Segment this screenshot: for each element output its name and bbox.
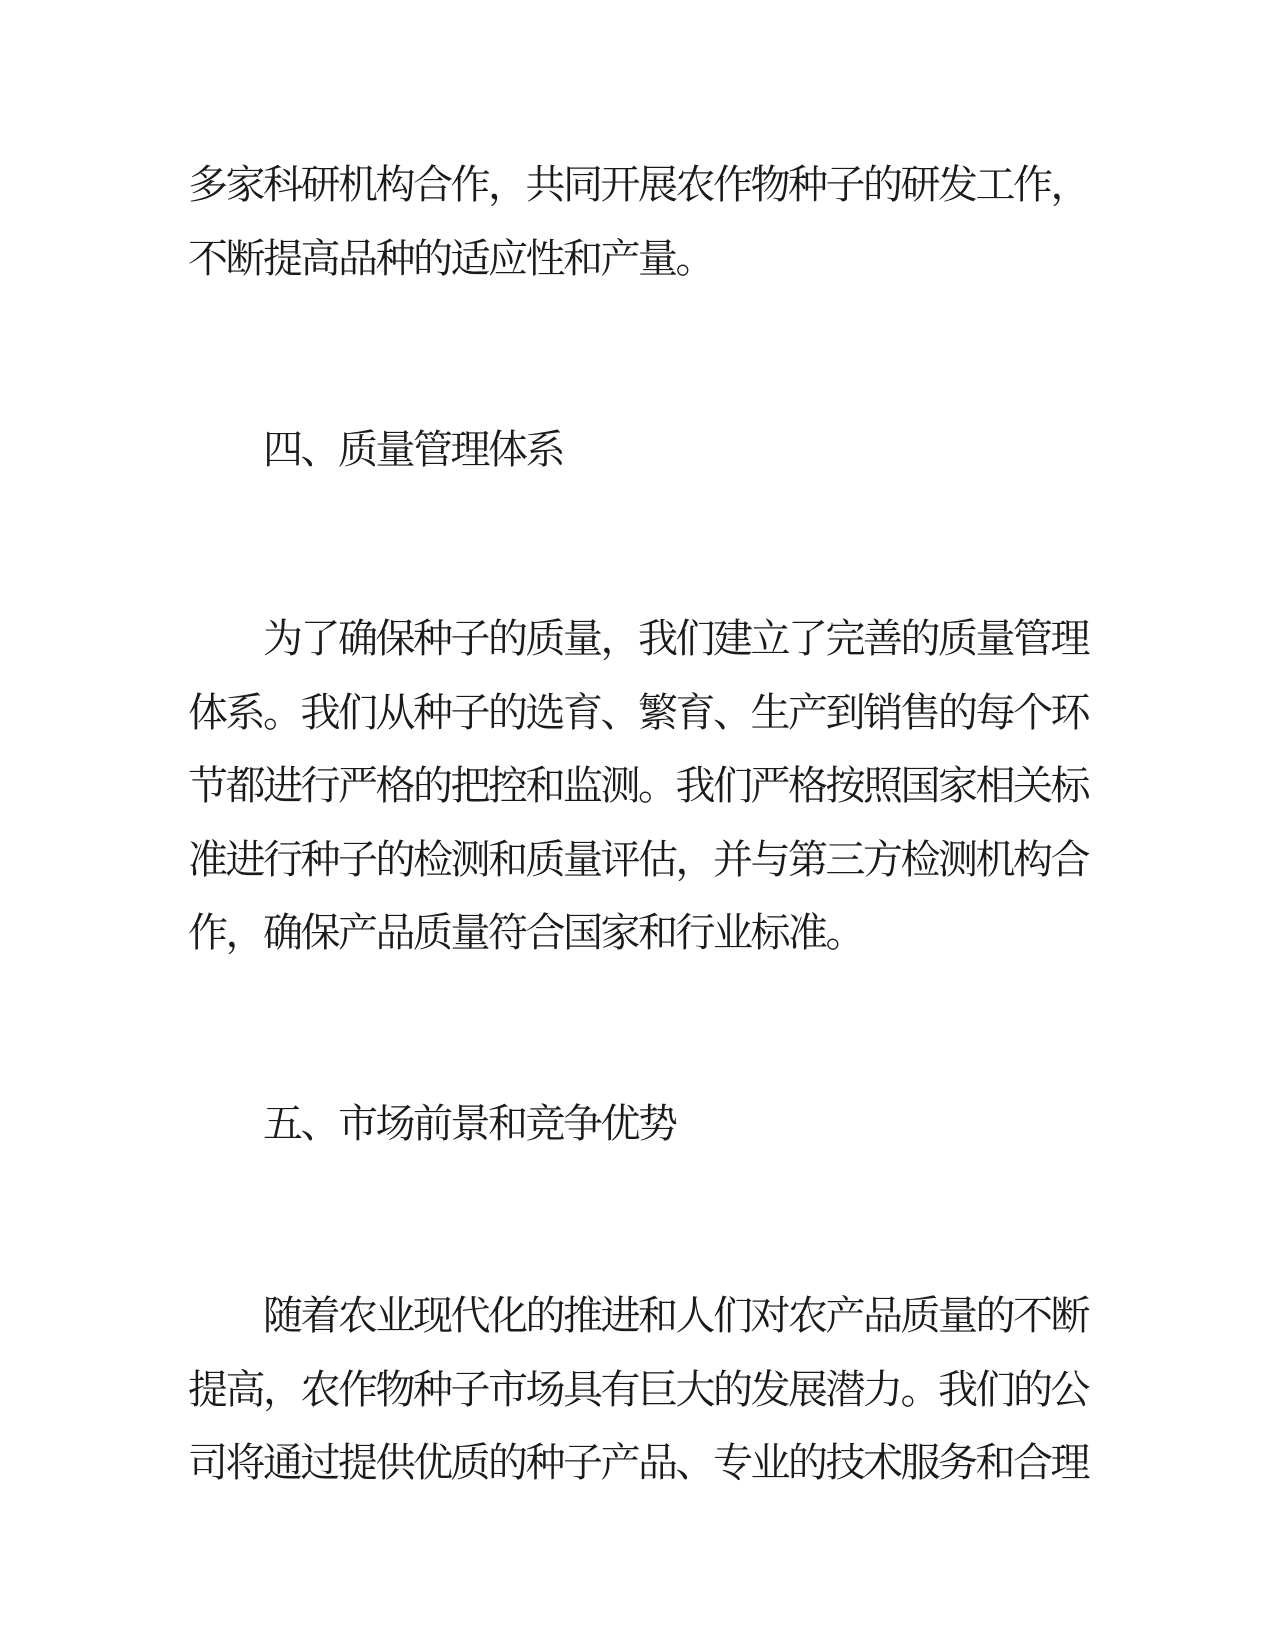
paragraph-market-prospects [188,1280,1090,1501]
paragraph-research-cooperation [188,149,1090,296]
text-line: 随着农业现代化的推进和人们对农产品质量的不断 [263,1294,1088,1338]
text-line: 体系。我们从种子的选育、繁育、生产到销售的每个环 [188,690,1088,735]
paragraph-quality-management [188,603,1090,971]
section-heading-quality-management: 四、质量管理体系 [263,428,563,472]
text-line: 作，确保产品质量符合国家和行业标准。 [188,911,863,955]
text-line: 不断提高品种的适应性和产量。 [188,236,713,281]
text-line: 节都进行严格的把控和监测。我们严格按照国家相关标 [188,764,1088,808]
text-line: 准进行种子的检测和质量评估，并与第三方检测机构合 [188,837,1088,882]
text-line: 司将通过提供优质的种子产品、专业的技术服务和合理 [188,1441,1088,1485]
text-line: 多家科研机构合作，共同开展农作物种子的研发工作， [188,163,1088,207]
section-heading-market-prospects: 五、市场前景和竞争优势 [263,1102,676,1146]
text-line: 为了确保种子的质量，我们建立了完善的质量管理 [263,617,1088,661]
text-line: 提高，农作物种子市场具有巨大的发展潜力。我们的公 [188,1367,1088,1412]
